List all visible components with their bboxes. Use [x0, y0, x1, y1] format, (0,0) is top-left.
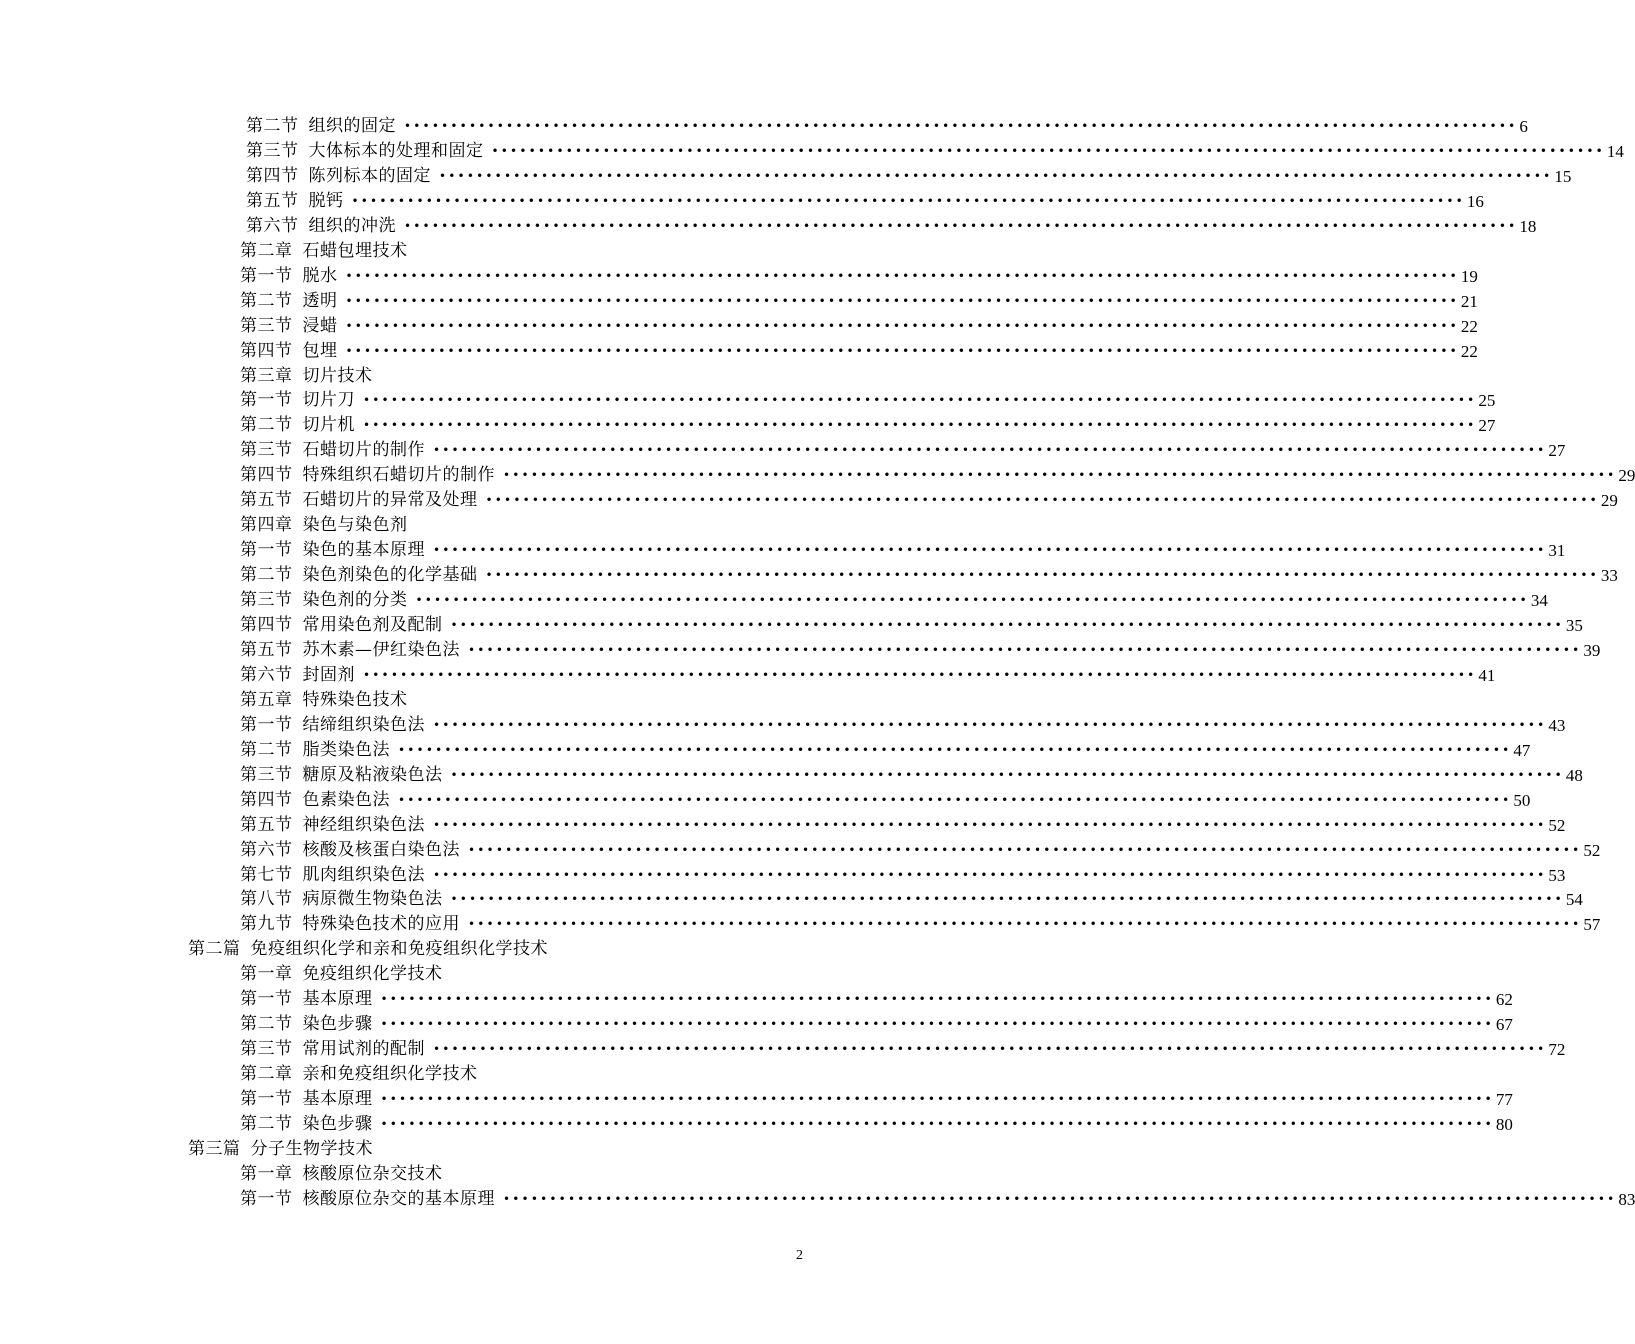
toc-section-entry	[240, 1012, 1513, 1037]
toc-section-entry	[240, 289, 1478, 314]
toc-page-number: 29	[1618, 466, 1635, 486]
toc-entry-number: 第二章	[240, 240, 293, 261]
toc-page-number: 21	[1460, 291, 1478, 311]
dot-leader: ••••••••••••••••••••••••••••••••••••••••••••••••••••••••••••••••••••••••••••••••••••••••••••••••••••••••••••••••••••••••	[450, 892, 1564, 907]
toc-entry-number: 第二节	[240, 1014, 293, 1035]
toc-entry-title: 浸蜡	[302, 315, 338, 336]
toc-page-number: 39	[1583, 640, 1601, 660]
toc-section-entry	[240, 738, 1531, 763]
toc-entry-number: 第二节	[240, 290, 293, 311]
dot-leader: ••••••••••••••••••••••••••••••••••••••••••••••••••••••••••••••••••••••••••••••••••••••••••••••••••••••••••••••••••••••••	[380, 1117, 1494, 1131]
toc-chapter-heading	[240, 239, 408, 264]
toc-entry-number: 第二章	[240, 1064, 293, 1085]
toc-entry-label	[240, 1112, 373, 1137]
toc-page-number: 14	[1606, 141, 1624, 161]
toc-entry-number: 第五节	[240, 490, 293, 511]
toc-section-entry	[240, 863, 1566, 888]
toc-page-number: 16	[1466, 191, 1484, 211]
toc-page-number: 62	[1495, 990, 1513, 1010]
toc-entry-title: 石蜡切片的制作	[302, 440, 425, 461]
toc-entry-number: 第三节	[240, 1039, 293, 1060]
toc-entry-number: 第四节	[246, 165, 299, 186]
toc-entry-number: 第五节	[240, 814, 293, 835]
toc-entry-title: 苏木素—伊红染色法	[302, 639, 460, 660]
toc-entry-number: 第六节	[240, 839, 293, 860]
toc-entry-number: 第一章	[240, 1163, 293, 1184]
dot-leader: ••••••••••••••••••••••••••••••••••••••••••••••••••••••••••••••••••••••••••••••••••••••••••••••••••••••••••••••••••••••••	[468, 642, 1582, 657]
toc-entry-number: 第四节	[240, 615, 293, 635]
toc-entry-label	[240, 962, 443, 987]
dot-leader: ••••••••••••••••••••••••••••••••••••••••••••••••••••••••••••••••••••••••••••••••••••••••••••••••••••••••••••••••••••••••	[398, 792, 1512, 807]
toc-entry-label	[240, 713, 425, 738]
toc-entry-title: 病原微生物染色法	[302, 889, 443, 910]
dot-leader: ••••••••••••••••••••••••••••••••••••••••••••••••••••••••••••••••••••••••••••••••••••••••••••••••••••••••••••••••••••••••	[433, 443, 1547, 458]
toc-entry-number: 第三节	[240, 315, 293, 336]
dot-leader: ••••••••••••••••••••••••••••••••••••••••••••••••••••••••••••••••••••••••••••••••••••••••••••••••••••••••••••••••••••••••	[345, 268, 1459, 283]
toc-chapter-heading	[240, 1062, 478, 1087]
toc-section-entry	[246, 214, 1537, 239]
toc-entry-label	[240, 563, 478, 588]
toc-entry-label	[240, 538, 425, 563]
toc-entry-title: 核酸原位杂交技术	[302, 1163, 443, 1184]
toc-section-entry	[246, 139, 1624, 164]
toc-entry-number: 第七节	[240, 864, 293, 885]
dot-leader: ••••••••••••••••••••••••••••••••••••••••••••••••••••••••••••••••••••••••••••••••••••••••••••••••••••••••••••••••••••••••	[345, 343, 1459, 358]
toc-chapter-heading	[240, 688, 408, 713]
toc-entry-number: 第二节	[240, 1114, 293, 1134]
toc-section-entry	[240, 438, 1566, 463]
toc-section-entry	[240, 339, 1478, 364]
toc-entry-number: 第一节	[240, 1089, 293, 1110]
toc-page-number: 33	[1600, 566, 1618, 586]
toc-section-entry	[240, 413, 1496, 438]
toc-entry-title: 石蜡切片的异常及处理	[302, 490, 478, 511]
toc-page-number: 22	[1460, 341, 1478, 361]
toc-page-number: 31	[1548, 541, 1566, 561]
toc-entry-label	[246, 164, 431, 189]
toc-entry-label	[240, 613, 443, 638]
toc-entry-title: 切片机	[302, 415, 355, 436]
toc-part-heading	[188, 1137, 373, 1162]
dot-leader: ••••••••••••••••••••••••••••••••••••••••••••••••••••••••••••••••••••••••••••••••••••••••••••••••••••••••••••••••••••••••	[433, 1042, 1547, 1057]
dot-leader: ••••••••••••••••••••••••••••••••••••••••••••••••••••••••••••••••••••••••••••••••••••••••••••••••••••••••••••••••••••••••	[433, 543, 1547, 558]
toc-entry-label	[240, 289, 338, 314]
toc-entry-title: 切片技术	[302, 365, 373, 386]
toc-entry-label	[240, 738, 390, 763]
toc-section-entry	[240, 763, 1583, 788]
toc-entry-label	[240, 388, 355, 413]
toc-entry-label	[246, 114, 396, 139]
dot-leader: ••••••••••••••••••••••••••••••••••••••••••••••••••••••••••••••••••••••••••••••••••••••••••••••••••••••••••••••••••••••••	[380, 1017, 1494, 1032]
toc-page-number: 67	[1495, 1015, 1513, 1035]
toc-page-number: 57	[1583, 915, 1601, 935]
toc-page-number: 77	[1495, 1090, 1513, 1110]
toc-entry-number: 第二节	[240, 739, 293, 760]
toc-entry-label	[240, 364, 373, 389]
toc-section-entry	[240, 388, 1496, 413]
toc-section-entry	[240, 713, 1566, 738]
toc-entry-number: 第三节	[240, 764, 293, 785]
toc-section-entry	[240, 987, 1513, 1012]
toc-entry-label	[240, 863, 425, 888]
toc-entry-title: 免疫组织化学技术	[302, 964, 443, 985]
toc-entry-title: 石蜡包埋技术	[302, 240, 408, 261]
toc-entry-label	[246, 189, 344, 214]
toc-section-entry	[240, 463, 1635, 488]
toc-entry-number: 第一节	[240, 390, 293, 411]
toc-entry-number: 第五节	[240, 639, 293, 660]
toc-entry-number: 第四章	[240, 515, 293, 536]
toc-section-entry	[240, 813, 1566, 838]
toc-entry-label	[240, 264, 338, 289]
toc-entry-title: 免疫组织化学和亲和免疫组织化学技术	[250, 939, 548, 960]
toc-entry-label	[246, 214, 396, 239]
toc-chapter-heading	[240, 962, 443, 987]
dot-leader: ••••••••••••••••••••••••••••••••••••••••••••••••••••••••••••••••••••••••••••••••••••••••••••••••••••••••••••••••••••••••	[363, 667, 1477, 682]
toc-chapter-heading	[240, 513, 408, 538]
toc-entry-label	[240, 513, 408, 538]
toc-entry-title: 特殊染色技术的应用	[302, 914, 460, 935]
toc-page-number: 18	[1519, 216, 1537, 236]
dot-leader: ••••••••••••••••••••••••••••••••••••••••••••••••••••••••••••••••••••••••••••••••••••••••••••••••••••••••••••••••••••••••	[345, 318, 1459, 333]
toc-entry-title: 神经组织染色法	[302, 814, 425, 835]
toc-page-number: 41	[1478, 665, 1496, 685]
toc-entry-number: 第五章	[240, 689, 293, 710]
dot-leader: ••••••••••••••••••••••••••••••••••••••••••••••••••••••••••••••••••••••••••••••••••••••••••••••••••••••••••••••••••••••••	[404, 119, 1518, 133]
dot-leader: ••••••••••••••••••••••••••••••••••••••••••••••••••••••••••••••••••••••••••••••••••••••••••••••••••••••••••••••••••••••••	[485, 568, 1599, 583]
toc-entry-label	[240, 488, 478, 513]
toc-entry-title: 脱钙	[308, 190, 344, 211]
toc-page-number: 25	[1478, 391, 1496, 411]
toc-entry-label	[240, 1162, 443, 1187]
toc-entry-title: 亲和免疫组织化学技术	[302, 1064, 478, 1085]
toc-chapter-heading	[240, 1162, 443, 1187]
toc-entry-label	[240, 438, 425, 463]
toc-entry-number: 第三节	[246, 140, 299, 161]
toc-page-number: 50	[1513, 790, 1531, 810]
toc-entry-label	[240, 1062, 478, 1087]
toc-entry-title: 核酸及核蛋白染色法	[302, 839, 460, 860]
toc-entry-title: 染色步骤	[302, 1114, 373, 1134]
toc-section-entry	[240, 613, 1583, 638]
toc-entry-number: 第四节	[240, 465, 293, 486]
toc-entry-title: 常用试剂的配制	[302, 1039, 425, 1060]
toc-entry-number: 第二节	[240, 415, 293, 436]
toc-section-entry	[246, 164, 1572, 189]
dot-leader: ••••••••••••••••••••••••••••••••••••••••••••••••••••••••••••••••••••••••••••••••••••••••••••••••••••••••••••••••••••••••	[439, 168, 1553, 183]
toc-entry-number: 第六节	[246, 215, 299, 236]
toc-section-entry	[240, 488, 1618, 513]
toc-page-number: 72	[1548, 1040, 1566, 1060]
toc-section-entry	[240, 838, 1601, 863]
toc-entry-title: 染色的基本原理	[302, 540, 425, 561]
toc-section-entry	[240, 912, 1601, 937]
toc-entry-label	[240, 1037, 425, 1062]
toc-entry-number: 第一节	[240, 540, 293, 561]
dot-leader: ••••••••••••••••••••••••••••••••••••••••••••••••••••••••••••••••••••••••••••••••••••••••••••••••••••••••••••••••••••••••	[404, 218, 1518, 233]
toc-entry-title: 肌肉组织染色法	[302, 864, 425, 885]
toc-section-entry	[240, 887, 1583, 912]
toc-entry-title: 染色步骤	[302, 1014, 373, 1035]
dot-leader: ••••••••••••••••••••••••••••••••••••••••••••••••••••••••••••••••••••••••••••••••••••••••••••••••••••••••••••••••••••••••	[351, 193, 1465, 208]
toc-entry-title: 分子生物学技术	[250, 1138, 373, 1159]
toc-page-number: 15	[1554, 166, 1572, 186]
toc-entry-number: 第一章	[240, 964, 293, 985]
toc-entry-label	[240, 1012, 373, 1037]
toc-entry-title: 糖原及粘液染色法	[302, 764, 443, 785]
toc-page-number: 35	[1565, 616, 1583, 635]
toc-section-entry	[240, 1087, 1513, 1112]
toc-section-entry	[240, 1187, 1635, 1212]
toc-chapter-heading	[240, 364, 373, 389]
toc-part-heading	[188, 937, 548, 962]
toc-entry-title: 透明	[302, 290, 338, 311]
toc-entry-number: 第三篇	[188, 1138, 241, 1159]
toc-entry-title: 染色剂染色的化学基础	[302, 565, 478, 586]
toc-page-number: 27	[1548, 441, 1566, 461]
toc-entry-title: 染色剂的分类	[302, 590, 408, 611]
dot-leader: ••••••••••••••••••••••••••••••••••••••••••••••••••••••••••••••••••••••••••••••••••••••••••••••••••••••••••••••••••••••••	[415, 593, 1529, 608]
toc-page-number: 52	[1548, 815, 1566, 835]
toc-entry-title: 基本原理	[302, 1089, 373, 1110]
toc-page-number: 29	[1600, 491, 1618, 511]
dot-leader: ••••••••••••••••••••••••••••••••••••••••••••••••••••••••••••••••••••••••••••••••••••••••••••••••••••••••••••••••••••••••	[380, 1092, 1494, 1107]
dot-leader: ••••••••••••••••••••••••••••••••••••••••••••••••••••••••••••••••••••••••••••••••••••••••••••••••••••••••••••••••••••••••	[485, 493, 1599, 508]
toc-entry-label	[240, 413, 355, 438]
toc-section-entry	[246, 189, 1484, 214]
toc-page-number: 27	[1478, 416, 1496, 436]
dot-leader: ••••••••••••••••••••••••••••••••••••••••••••••••••••••••••••••••••••••••••••••••••••••••••••••••••••••••••••••••••••••••	[491, 143, 1605, 158]
toc-page-number: 43	[1548, 715, 1566, 735]
toc-entry-title: 结缔组织染色法	[302, 714, 425, 735]
toc-entry-label	[240, 663, 355, 688]
toc-entry-number: 第三节	[240, 440, 293, 461]
toc-entry-label	[240, 763, 443, 788]
toc-page-number: 52	[1583, 840, 1601, 860]
toc-entry-number: 第一节	[240, 1188, 293, 1209]
toc-entry-title: 陈列标本的固定	[308, 165, 431, 186]
toc-entry-title: 组织的固定	[308, 116, 396, 136]
dot-leader: ••••••••••••••••••••••••••••••••••••••••••••••••••••••••••••••••••••••••••••••••••••••••••••••••••••••••••••••••••••••••	[503, 1191, 1617, 1206]
toc-entry-number: 第二节	[240, 565, 293, 586]
dot-leader: ••••••••••••••••••••••••••••••••••••••••••••••••••••••••••••••••••••••••••••••••••••••••••••••••••••••••••••••••••••••••	[363, 418, 1477, 433]
dot-leader: ••••••••••••••••••••••••••••••••••••••••••••••••••••••••••••••••••••••••••••••••••••••••••••••••••••••••••••••••••••••••	[380, 992, 1494, 1007]
toc-entry-number: 第二篇	[188, 939, 241, 960]
toc-entry-label	[240, 688, 408, 713]
toc-page-number: 47	[1513, 740, 1531, 760]
toc-section-entry	[240, 1112, 1513, 1137]
toc-entry-title: 特殊组织石蜡切片的制作	[302, 465, 495, 486]
toc-entry-number: 第八节	[240, 889, 293, 910]
toc-entry-title: 脂类染色法	[302, 739, 390, 760]
toc-section-entry	[240, 1037, 1566, 1062]
toc-entry-title: 染色与染色剂	[302, 515, 408, 536]
toc-entry-label	[240, 463, 495, 488]
toc-page-number: 83	[1618, 1189, 1635, 1209]
toc-entry-label	[240, 1187, 495, 1212]
dot-leader: ••••••••••••••••••••••••••••••••••••••••••••••••••••••••••••••••••••••••••••••••••••••••••••••••••••••••••••••••••••••••	[468, 917, 1582, 932]
toc-entry-label	[240, 887, 443, 912]
dot-leader: ••••••••••••••••••••••••••••••••••••••••••••••••••••••••••••••••••••••••••••••••••••••••••••••••••••••••••••••••••••••••	[433, 717, 1547, 732]
toc-entry-title: 大体标本的处理和固定	[308, 140, 484, 161]
toc-entry-label	[246, 139, 484, 164]
toc-entry-title: 基本原理	[302, 989, 373, 1010]
toc-section-entry	[240, 663, 1496, 688]
dot-leader: ••••••••••••••••••••••••••••••••••••••••••••••••••••••••••••••••••••••••••••••••••••••••••••••••••••••••••••••••••••••••	[450, 618, 1564, 632]
toc-entry-title: 特殊染色技术	[302, 689, 408, 710]
toc-entry-number: 第一节	[240, 989, 293, 1010]
toc-entry-label	[240, 1087, 373, 1112]
toc-page-number: 19	[1460, 266, 1478, 286]
toc-section-entry	[240, 538, 1566, 563]
dot-leader: ••••••••••••••••••••••••••••••••••••••••••••••••••••••••••••••••••••••••••••••••••••••••••••••••••••••••••••••••••••••••	[345, 293, 1459, 308]
page-number: 2	[796, 1248, 803, 1263]
toc-entry-label	[240, 788, 390, 813]
toc-entry-label	[240, 987, 373, 1012]
toc-entry-label	[240, 638, 460, 663]
toc-entry-title: 常用染色剂及配制	[302, 615, 443, 635]
toc-entry-number: 第三章	[240, 365, 293, 386]
toc-section-entry	[240, 788, 1531, 813]
toc-entry-number: 第一节	[240, 714, 293, 735]
toc-entry-label	[240, 813, 425, 838]
toc-entry-number: 第六节	[240, 664, 293, 685]
toc-section-entry	[240, 588, 1548, 613]
toc-entry-label	[240, 239, 408, 264]
dot-leader: ••••••••••••••••••••••••••••••••••••••••••••••••••••••••••••••••••••••••••••••••••••••••••••••••••••••••••••••••••••••••	[503, 468, 1617, 483]
toc-section-entry	[240, 638, 1601, 663]
toc-entry-label	[240, 339, 338, 364]
dot-leader: ••••••••••••••••••••••••••••••••••••••••••••••••••••••••••••••••••••••••••••••••••••••••••••••••••••••••••••••••••••••••	[433, 817, 1547, 832]
toc-entry-label	[240, 838, 460, 863]
toc-page-number: 53	[1548, 865, 1566, 885]
toc-entry-number: 第四节	[240, 340, 293, 361]
dot-leader: ••••••••••••••••••••••••••••••••••••••••••••••••••••••••••••••••••••••••••••••••••••••••••••••••••••••••••••••••••••••••	[450, 767, 1564, 782]
toc-entry-number: 第四节	[240, 789, 293, 810]
toc-page-number: 80	[1495, 1115, 1513, 1134]
toc-page-number: 6	[1519, 117, 1528, 136]
toc-entry-title: 封固剂	[302, 664, 355, 685]
dot-leader: ••••••••••••••••••••••••••••••••••••••••••••••••••••••••••••••••••••••••••••••••••••••••••••••••••••••••••••••••••••••••	[398, 742, 1512, 757]
toc-page-number: 34	[1530, 591, 1548, 611]
toc-entry-title: 色素染色法	[302, 789, 390, 810]
toc-entry-title: 组织的冲洗	[308, 215, 396, 236]
dot-leader: ••••••••••••••••••••••••••••••••••••••••••••••••••••••••••••••••••••••••••••••••••••••••••••••••••••••••••••••••••••••••	[363, 393, 1477, 408]
toc-section-entry	[240, 314, 1478, 339]
toc-entry-number: 第一节	[240, 265, 293, 286]
toc-entry-title: 脱水	[302, 265, 338, 286]
toc-entry-title: 核酸原位杂交的基本原理	[302, 1188, 495, 1209]
dot-leader: ••••••••••••••••••••••••••••••••••••••••••••••••••••••••••••••••••••••••••••••••••••••••••••••••••••••••••••••••••••••••	[468, 842, 1582, 857]
toc-entry-label	[188, 1137, 373, 1162]
toc-entry-number: 第三节	[240, 590, 293, 611]
toc-entry-number: 第五节	[246, 190, 299, 211]
toc-entry-label	[240, 588, 408, 613]
dot-leader: ••••••••••••••••••••••••••••••••••••••••••••••••••••••••••••••••••••••••••••••••••••••••••••••••••••••••••••••••••••••••	[433, 867, 1547, 882]
toc-entry-title: 包埋	[302, 340, 338, 361]
toc-page-number: 22	[1460, 316, 1478, 336]
toc-entry-label	[240, 314, 338, 339]
toc-entry-title: 切片刀	[302, 390, 355, 411]
toc-section-entry	[240, 563, 1618, 588]
toc-entry-label	[188, 937, 548, 962]
toc-entry-label	[240, 912, 460, 937]
toc-entry-number: 第九节	[240, 914, 293, 935]
toc-entry-number: 第二节	[246, 116, 299, 136]
toc-page-number: 48	[1565, 765, 1583, 785]
toc-section-entry	[246, 114, 1528, 139]
toc-section-entry	[240, 264, 1478, 289]
toc-page-number: 54	[1565, 890, 1583, 910]
